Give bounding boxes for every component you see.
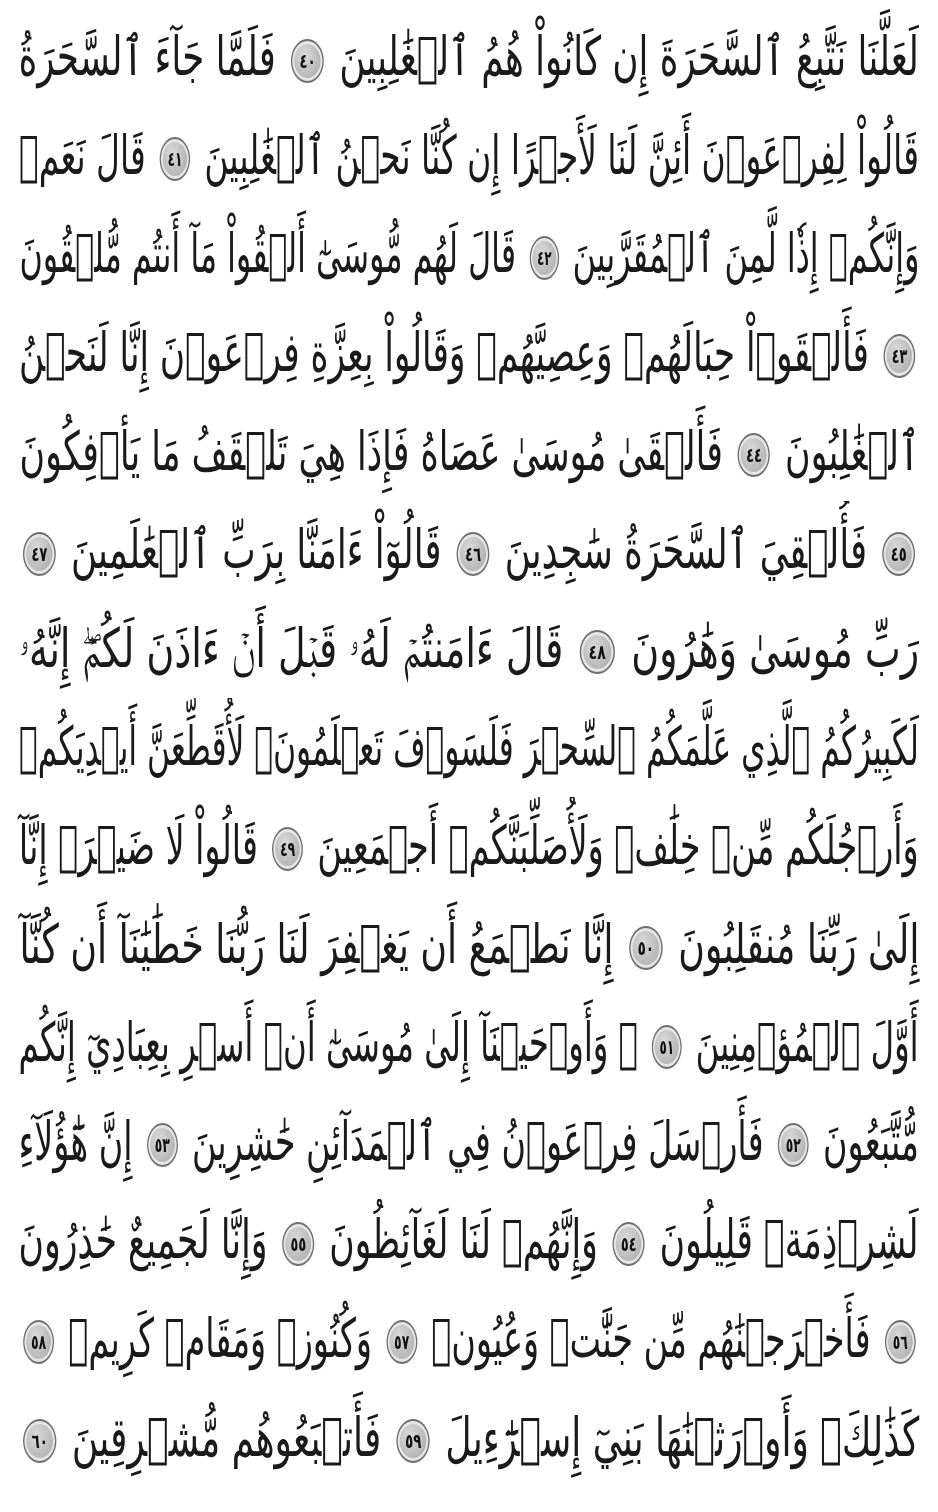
- verse-segment: لَعَلَّنَا نَتَّبِعُ ٱلسَّحَرَةَ إِن كَانُواْ هُمُ ٱلۡغَٰلِبِينَ: [339, 25, 920, 89]
- verse-segment: مُّتَّبَعُونَ: [823, 1109, 920, 1173]
- verse-segment: ۞ وَأَوۡحَيۡنَآ إِلَىٰ مُوسَىٰٓ أَنۡ أَسۡرِ بِعِبَادِيٓ إِنَّكُم: [18, 1011, 639, 1075]
- ayah-number-marker: ٥٥: [283, 1222, 315, 1266]
- verse-segment: فَأَرۡسَلَ فِرۡعَوۡنُ فِي ٱلۡمَدَآئِنِ حَٰشِرِينَ: [192, 1109, 764, 1173]
- ayah-number-marker: ٥٠: [629, 926, 663, 970]
- verse-segment: فَأَلۡقَىٰ مُوسَىٰ عَصَاهُ فَإِذَا هِيَ تَلۡقَفُ مَا يَأۡفِكُونَ: [19, 419, 723, 483]
- ayah-number-marker: ٤٩: [272, 827, 303, 871]
- verse-text: [19, 222, 919, 286]
- ayah-number-marker: ٤٦: [457, 532, 490, 576]
- verse-text: [18, 321, 919, 385]
- ayah-number-marker: ٥٣: [147, 1123, 178, 1167]
- verse-text: [18, 1011, 920, 1075]
- ayah-number-marker: ٦٠: [23, 1419, 56, 1463]
- verse-segment: قَالُواْ لِفِرۡعَوۡنَ أَئِنَّ لَنَا لَأَجۡرًا إِن كُنَّا نَحۡنُ ٱلۡغَٰلِبِينَ: [204, 123, 919, 187]
- verse-segment: إِنَّا نَطۡمَعُ أَن يَغۡفِرَ لَنَا رَبُّنَا خَطَٰيَٰنَآ أَن كُنَّآ: [19, 912, 613, 976]
- verse-segment: فَأَلۡقَوۡاْ حِبَالَهُمۡ وَعِصِيَّهُمۡ وَقَالُواْ بِعِزَّةِ فِرۡعَوۡنَ إِنَّا لَنَحۡنُ: [18, 321, 869, 385]
- verse-text: [19, 814, 919, 878]
- verse-line-13: [14, 1191, 924, 1290]
- verse-line-14: [14, 1290, 924, 1389]
- ayah-number-marker: ٥٢: [778, 1123, 809, 1167]
- verse-segment: كَذَٰلِكَۖ وَأَوۡرَثۡنَٰهَا بَنِيٓ إِسۡرَٰٓءِيلَ: [445, 1405, 920, 1469]
- verse-text: [18, 25, 920, 89]
- verse-line-10: [14, 895, 924, 994]
- verse-text: [18, 1208, 920, 1272]
- verse-segment: رَبِّ مُوسَىٰ وَهَٰرُونَ: [630, 616, 919, 680]
- ayah-number-marker: ٥٧: [386, 1320, 417, 1364]
- ayah-number-marker: ٤٠: [291, 39, 324, 83]
- verse-text: [18, 1109, 920, 1173]
- verse-line-3: [14, 205, 924, 304]
- verse-line-15: [14, 1388, 924, 1487]
- verse-segment: ٱلۡغَٰلِبُونَ: [784, 419, 919, 483]
- verse-segment: إِنَّ هَٰٓؤُلَآءِ: [18, 1109, 133, 1173]
- ayah-number-marker: ٥٤: [613, 1222, 645, 1266]
- verse-segment: وَإِنَّهُمۡ لَنَا لَغَآئِظُونَ: [329, 1208, 599, 1272]
- verse-segment: أَوَّلَ ٱلۡمُؤۡمِنِينَ: [696, 1011, 920, 1075]
- verse-line-9: [14, 797, 924, 896]
- ayah-number-marker: ٤٧: [23, 532, 56, 576]
- verse-segment: فَأَخۡرَجۡنَٰهُم مِّن جَنَّٰتٖ وَعُيُونٖ: [430, 1307, 871, 1371]
- verse-segment: قَالُواْ لَا ضَيۡرَۖ إِنَّآ: [19, 814, 259, 878]
- verse-line-12: [14, 1093, 924, 1192]
- verse-line-6: [14, 501, 924, 600]
- verse-line-1: [14, 8, 924, 107]
- ayah-number-marker: ٤٨: [579, 630, 614, 674]
- ayah-number-marker: ٤٥: [882, 532, 915, 576]
- verse-segment: إِلَىٰ رَبِّنَا مُنقَلِبُونَ: [677, 912, 919, 976]
- verse-segment: قَالَ ءَامَنتُمۡ لَهُۥ قَبۡلَ أَنۡ ءَاذَنَ لَكُمۡۖ إِنَّهُۥ: [19, 616, 564, 680]
- verse-segment: فَأُلۡقِيَ ٱلسَّحَرَةُ سَٰجِدِينَ: [504, 518, 868, 582]
- verse-segment: قَالُوٓاْ ءَامَنَّا بِرَبِّ ٱلۡعَٰلَمِينَ: [70, 518, 442, 582]
- verse-line-2: [14, 107, 924, 206]
- verse-segment: قَالَ نَعَمۡ: [19, 123, 146, 187]
- verse-line-8: [14, 698, 924, 797]
- verse-segment: وَإِنَّا لَجَمِيعٌ حَٰذِرُونَ: [18, 1208, 268, 1272]
- ayah-number-marker: ٤١: [160, 137, 190, 181]
- verse-text: [19, 616, 919, 680]
- ayah-number-marker: ٥٨: [23, 1320, 54, 1364]
- ayah-number-marker: ٥٩: [396, 1419, 429, 1463]
- verse-line-4: [14, 304, 924, 403]
- ayah-number-marker: ٤٢: [529, 236, 558, 280]
- ayah-number-marker: ٥٦: [884, 1320, 915, 1364]
- verse-line-11: [14, 994, 924, 1093]
- verse-segment: لَكَبِيرُكُمُ ٱلَّذِي عَلَّمَكُمُ ٱلسِّحۡرَ فَلَسَوۡفَ تَعۡلَمُونَۚ لَأُقَطِّعَنَّ أَيۡدِيَكُمۡ: [19, 715, 919, 779]
- verse-line-7: [14, 600, 924, 699]
- ayah-number-marker: ٤٣: [884, 334, 916, 378]
- verse-text: [19, 715, 919, 779]
- verse-segment: فَلَمَّا جَآءَ ٱلسَّحَرَةُ: [18, 25, 277, 89]
- verse-text: [19, 123, 919, 187]
- ayah-number-marker: ٥١: [652, 1025, 682, 1069]
- verse-text: [19, 1307, 919, 1371]
- verse-segment: قَالَ لَهُم مُّوسَىٰٓ أَلۡقُواْ مَآ أَنتُم مُّلۡقُونَ: [19, 222, 516, 286]
- verse-text: [19, 419, 919, 483]
- verse-text: [19, 1405, 920, 1469]
- verse-line-5: [14, 402, 924, 501]
- verse-segment: وَكُنُوزٖ وَمَقَامٖ كَرِيمٖ: [67, 1307, 372, 1371]
- verse-segment: وَأَرۡجُلَكُم مِّنۡ خِلَٰفٖ وَلَأُصَلِّبَنَّكُمۡ أَجۡمَعِينَ: [317, 814, 919, 878]
- verse-segment: فَأَتۡبَعُوهُم مُّشۡرِقِينَ: [71, 1405, 382, 1469]
- verse-text: [19, 912, 919, 976]
- verse-segment: وَإِنَّكُمۡ إِذٗا لَّمِنَ ٱلۡمُقَرَّبِينَ: [572, 222, 919, 286]
- verse-text: [19, 518, 919, 582]
- verse-segment: لَشِرۡذِمَةٞ قَلِيلُونَ: [660, 1208, 920, 1272]
- ayah-number-marker: ٤٤: [737, 433, 769, 477]
